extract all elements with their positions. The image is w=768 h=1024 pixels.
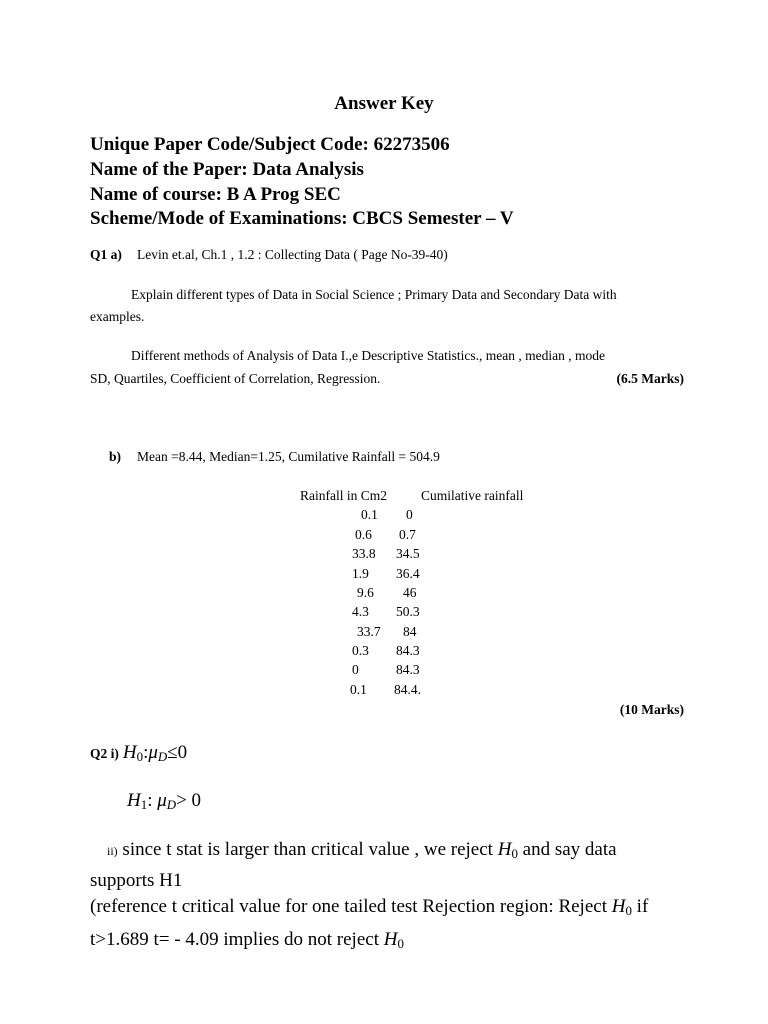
paper-code: Unique Paper Code/Subject Code: 62273506 xyxy=(90,134,450,155)
table-cell: 0.3 xyxy=(352,643,369,658)
h0-symbol: H xyxy=(497,839,512,860)
table-cell: 0 xyxy=(352,662,359,677)
q1a-label: Q1 a) xyxy=(90,247,122,262)
h1-colon: : xyxy=(147,790,158,811)
table-cell: 1.9 xyxy=(352,566,369,581)
q1b-marks: (10 Marks) xyxy=(619,702,684,717)
table-cell: 50.3 xyxy=(396,604,420,619)
h0-symbol: H xyxy=(611,896,626,917)
q2-ii-line3-end: if xyxy=(636,896,649,917)
table-cell: 9.6 xyxy=(357,585,374,600)
h0-subscript: 0 xyxy=(397,936,404,952)
table-cell: 33.7 xyxy=(357,624,381,639)
q2-ii-line4-text: t>1.689 t= - 4.09 implies do not reject xyxy=(90,929,379,950)
mu-symbol: μ xyxy=(157,790,167,811)
q2-ii-line2: supports H1 xyxy=(90,870,183,891)
table-cell: 46 xyxy=(403,585,417,600)
mu-subscript: D xyxy=(157,749,168,765)
table-cell: 84.3 xyxy=(396,662,420,677)
table-cell: 36.4 xyxy=(396,566,420,581)
table-cell: 0 xyxy=(406,507,413,522)
h0-symbol: H xyxy=(122,742,137,763)
q2-label: Q2 i) xyxy=(90,746,119,761)
table-header-rainfall: Rainfall in Cm2 xyxy=(300,488,387,503)
table-cell: 0.1 xyxy=(361,507,378,522)
q1a-para2-line2: SD, Quartiles, Coefficient of Correlation, Regression. xyxy=(90,371,381,386)
paper-name: Name of the Paper: Data Analysis xyxy=(90,159,364,180)
table-cell: 33.8 xyxy=(352,546,376,561)
course-name: Name of course: B A Prog SEC xyxy=(90,184,341,205)
table-cell: 84 xyxy=(403,624,417,639)
table-cell: 0.1 xyxy=(350,682,367,697)
h1-subscript: 1 xyxy=(140,797,148,813)
h0-subscript: 0 xyxy=(136,749,144,765)
page-title: Answer Key xyxy=(334,93,434,114)
q2-ii-line4 xyxy=(90,929,404,951)
h0-symbol: H xyxy=(383,929,398,950)
h1-symbol: H xyxy=(127,790,141,811)
h0-expression xyxy=(123,742,187,763)
h1-relation: > 0 xyxy=(176,790,202,811)
table-cell: 84.3 xyxy=(396,643,420,658)
table-cell: 0.6 xyxy=(355,527,372,542)
q2-ii-label: ii) xyxy=(107,844,118,858)
q1a-marks: (6.5 Marks) xyxy=(616,371,684,386)
h0-colon: : xyxy=(143,742,149,763)
q1a-para1-line1: Explain different types of Data in Social Science ; Primary Data and Secondary Data with xyxy=(131,287,617,302)
q2-ii-text2: and say data xyxy=(522,839,617,860)
q1b-text: Mean =8.44, Median=1.25, Cumilative Rainfall = 504.9 xyxy=(137,449,440,464)
mu-symbol: μ xyxy=(148,742,158,763)
q1b-label: b) xyxy=(109,449,122,464)
table-cell: 84.4. xyxy=(394,682,421,697)
h0-subscript: 0 xyxy=(625,903,632,919)
q2-hypothesis-h0 xyxy=(90,742,187,764)
table-cell: 4.3 xyxy=(352,604,369,619)
h0-subscript: 0 xyxy=(511,846,518,862)
q1a-reference: Levin et.al, Ch.1 , 1.2 : Collecting Data ( Page No-39-40) xyxy=(137,247,448,262)
table-header-cumulative: Cumilative rainfall xyxy=(421,488,524,503)
mu-subscript: D xyxy=(166,797,177,813)
h0-relation: ≤0 xyxy=(167,742,188,763)
q2-ii-text1: since t stat is larger than critical value , we reject xyxy=(122,839,493,860)
q2-ii-line3 xyxy=(90,896,648,918)
exam-scheme: Scheme/Mode of Examinations: CBCS Semester – V xyxy=(90,208,514,229)
q2-ii-line3-text: (reference t critical value for one tailed test Rejection region: Reject xyxy=(90,896,607,917)
q2-ii-line1 xyxy=(107,839,617,861)
q1a-para2-line1: Different methods of Analysis of Data I.,e Descriptive Statistics., mean , median , mode xyxy=(131,348,606,363)
q1a-para1-line2: examples. xyxy=(90,309,145,324)
table-cell: 0.7 xyxy=(399,527,416,542)
table-cell: 34.5 xyxy=(396,546,420,561)
q2-hypothesis-h1 xyxy=(127,790,201,812)
